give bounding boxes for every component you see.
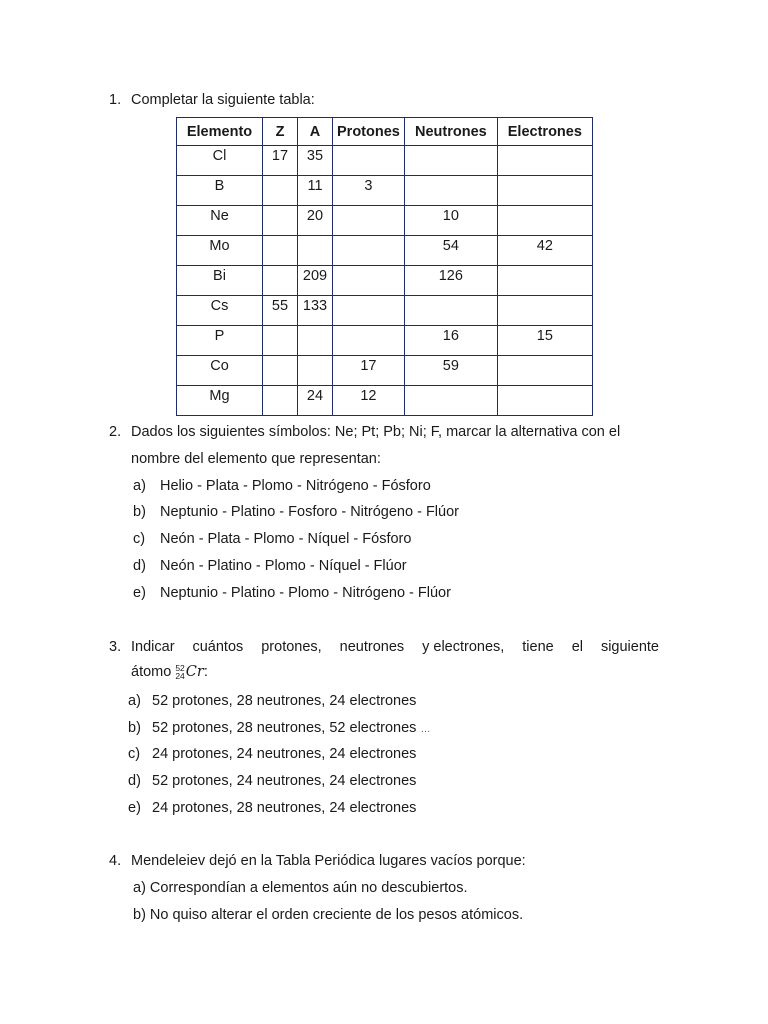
table-cell: 54 bbox=[404, 236, 497, 266]
table-cell: B bbox=[177, 176, 263, 206]
option-text: 52 protones, 28 neutrones, 52 electrones bbox=[152, 720, 417, 736]
word: protones, bbox=[261, 639, 322, 655]
atomic-number: 24 bbox=[175, 671, 185, 682]
option-label: d) bbox=[133, 558, 146, 574]
table-cell: 35 bbox=[298, 146, 333, 176]
option-text: 24 protones, 24 neutrones, 24 electrones bbox=[152, 746, 417, 762]
option-text: b) No quiso alterar el orden creciente de los pesos atómicos. bbox=[133, 907, 524, 923]
table-cell: Co bbox=[177, 356, 263, 386]
question-number: 3. bbox=[109, 639, 122, 655]
option-text: Neptunio - Platino - Fosforo - Nitrógeno - Flúor bbox=[160, 504, 459, 520]
table-cell: Ne bbox=[177, 206, 263, 236]
table-cell: 17 bbox=[263, 146, 298, 176]
table-cell bbox=[333, 146, 405, 176]
mass-number: 52 bbox=[175, 663, 185, 674]
question-text-line-1 bbox=[131, 639, 659, 655]
option-label: b) bbox=[128, 720, 141, 736]
option-text: Neptunio - Platino - Plomo - Nitrógeno - Flúor bbox=[160, 585, 451, 601]
atom-prefix: átomo bbox=[131, 664, 172, 680]
word: neutrones bbox=[339, 639, 405, 655]
option-text-with-trail bbox=[152, 720, 430, 736]
table-cell: Cs bbox=[177, 296, 263, 326]
table-cell bbox=[497, 266, 592, 296]
option-label: a) bbox=[128, 693, 141, 709]
table-cell bbox=[497, 146, 592, 176]
col-header-protones: Protones bbox=[333, 118, 405, 146]
table-cell: 12 bbox=[333, 386, 405, 416]
table-cell bbox=[497, 296, 592, 326]
table-cell bbox=[497, 386, 592, 416]
ellipsis: … bbox=[420, 724, 431, 735]
table-cell: 59 bbox=[404, 356, 497, 386]
table-cell: Mg bbox=[177, 386, 263, 416]
col-header-a: A bbox=[298, 118, 333, 146]
option-text: Helio - Plata - Plomo - Nitrógeno - Fósforo bbox=[160, 478, 431, 494]
table-row bbox=[177, 326, 593, 356]
col-header-z: Z bbox=[263, 118, 298, 146]
question-text-line-1: Dados los siguientes símbolos: Ne; Pt; Pb; Ni; F, marcar la alternativa con el bbox=[131, 424, 621, 440]
table-cell bbox=[404, 296, 497, 326]
option-text: 52 protones, 24 neutrones, 24 electrones bbox=[152, 773, 417, 789]
table-cell: 20 bbox=[298, 206, 333, 236]
table-cell: Bi bbox=[177, 266, 263, 296]
table-header-row bbox=[177, 118, 593, 146]
table-cell: 10 bbox=[404, 206, 497, 236]
question-text: Mendeleiev dejó en la Tabla Periódica lugares vacíos porque: bbox=[131, 853, 526, 869]
option-label: a) bbox=[133, 478, 146, 494]
option-label: b) bbox=[133, 504, 146, 520]
table-cell: 11 bbox=[298, 176, 333, 206]
table-cell: 209 bbox=[298, 266, 333, 296]
question-text: Completar la siguiente tabla: bbox=[131, 92, 315, 108]
table-cell bbox=[333, 326, 405, 356]
table-cell bbox=[263, 176, 298, 206]
table-cell bbox=[263, 326, 298, 356]
table-cell: 24 bbox=[298, 386, 333, 416]
table-cell bbox=[263, 356, 298, 386]
col-header-electrones: Electrones bbox=[497, 118, 592, 146]
table-cell bbox=[333, 296, 405, 326]
table-row bbox=[177, 146, 593, 176]
table-row bbox=[177, 176, 593, 206]
table-row bbox=[177, 386, 593, 416]
table-cell bbox=[497, 176, 592, 206]
element-symbol: Cr bbox=[185, 664, 204, 680]
question-number: 4. bbox=[109, 853, 122, 869]
option-text: Neón - Plata - Plomo - Níquel - Fósforo bbox=[160, 531, 412, 547]
option-label: d) bbox=[128, 773, 141, 789]
word: el bbox=[571, 639, 583, 655]
table-cell bbox=[404, 146, 497, 176]
option-label: e) bbox=[133, 585, 146, 601]
option-text: Neón - Platino - Plomo - Níquel - Flúor bbox=[160, 558, 407, 574]
elements-table bbox=[176, 117, 593, 416]
table-cell: 55 bbox=[263, 296, 298, 326]
question-text-line-2: nombre del elemento que representan: bbox=[131, 451, 381, 467]
table-row bbox=[177, 356, 593, 386]
word: cuántos bbox=[192, 639, 244, 655]
option-label: c) bbox=[128, 746, 141, 762]
table-cell: 133 bbox=[298, 296, 333, 326]
word: siguiente bbox=[600, 639, 659, 655]
table-cell bbox=[263, 206, 298, 236]
table-cell bbox=[497, 356, 592, 386]
table-cell bbox=[333, 206, 405, 236]
table-row bbox=[177, 236, 593, 266]
table-cell bbox=[298, 356, 333, 386]
table-cell bbox=[263, 236, 298, 266]
table-cell bbox=[298, 236, 333, 266]
table-cell bbox=[333, 236, 405, 266]
atom-suffix: : bbox=[203, 664, 208, 680]
table-row bbox=[177, 266, 593, 296]
table-cell: Cl bbox=[177, 146, 263, 176]
table-cell: 17 bbox=[333, 356, 405, 386]
col-header-neutrones: Neutrones bbox=[404, 118, 497, 146]
table-cell bbox=[497, 206, 592, 236]
word: Indicar bbox=[131, 639, 175, 655]
table-row bbox=[177, 206, 593, 236]
question-text-line-2 bbox=[131, 664, 208, 680]
table-cell: 15 bbox=[497, 326, 592, 356]
word: y electrones, bbox=[422, 639, 505, 655]
table-cell bbox=[404, 386, 497, 416]
option-label: e) bbox=[128, 800, 141, 816]
table-row bbox=[177, 296, 593, 326]
table-cell: 126 bbox=[404, 266, 497, 296]
table-cell: 3 bbox=[333, 176, 405, 206]
question-number: 1. bbox=[109, 92, 122, 108]
col-header-elemento: Elemento bbox=[177, 118, 263, 146]
table-cell bbox=[333, 266, 405, 296]
question-number: 2. bbox=[109, 424, 122, 440]
word: tiene bbox=[522, 639, 554, 655]
table-cell bbox=[404, 176, 497, 206]
table-cell: P bbox=[177, 326, 263, 356]
option-text: 24 protones, 28 neutrones, 24 electrones bbox=[152, 800, 417, 816]
option-text: a) Correspondían a elementos aún no descubiertos. bbox=[133, 880, 468, 896]
table-cell: 42 bbox=[497, 236, 592, 266]
table-cell: 16 bbox=[404, 326, 497, 356]
table-cell bbox=[263, 386, 298, 416]
table-cell bbox=[298, 326, 333, 356]
table-cell: Mo bbox=[177, 236, 263, 266]
table-cell bbox=[263, 266, 298, 296]
isotope-notation bbox=[175, 664, 184, 680]
option-label: c) bbox=[133, 531, 146, 547]
option-text: 52 protones, 28 neutrones, 24 electrones bbox=[152, 693, 417, 709]
